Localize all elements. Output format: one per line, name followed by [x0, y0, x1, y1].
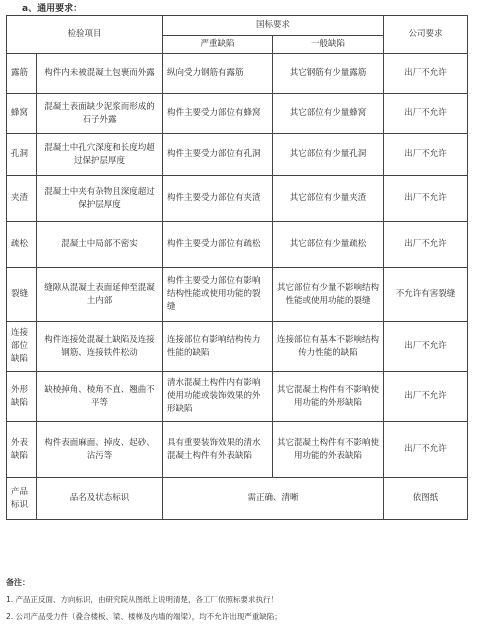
row-category: 外表缺陷: [7, 422, 37, 478]
row-company: 出厂不允许: [384, 94, 468, 134]
table-row: [7, 54, 468, 94]
row-severe: 清水混凝土构件内有影响使用功能或装饰效果的外形缺陷: [163, 372, 273, 422]
table-row: [7, 322, 468, 372]
row-category: 外形缺陷: [7, 372, 37, 422]
row-company: 出厂不允许: [384, 134, 468, 176]
row-item: 混凝土中局部不密实: [37, 222, 163, 268]
row-item: 构件内未被混凝土包裹而外露: [37, 54, 163, 94]
row-item: 混凝土中孔穴深度和长度均超过保护层厚度: [37, 134, 163, 176]
row-general: 其它部位有少量不影响结构性能或使用功能的裂缝: [273, 268, 384, 322]
row-item: 构件表面麻面、掉皮、起砂、沾污等: [37, 422, 163, 478]
row-item: 缺棱掉角、棱角不直、翘曲不平等: [37, 372, 163, 422]
row-national: 需正确、清晰: [163, 478, 384, 520]
row-company: 出厂不允许: [384, 322, 468, 372]
row-category: 裂缝: [7, 268, 37, 322]
table-row: [7, 478, 468, 520]
row-severe: 构件主要受力部位有夹渣: [163, 176, 273, 222]
row-category: 产品标识: [7, 478, 37, 520]
header-company: 公司要求: [384, 16, 468, 54]
row-general: 其它混凝土构件有不影响使用功能的外形缺陷: [273, 372, 384, 422]
row-category: 连接部位缺陷: [7, 322, 37, 372]
row-company: 出厂不允许: [384, 422, 468, 478]
notes: [6, 574, 468, 625]
table-row: [7, 176, 468, 222]
section-heading: a、通用要求：: [22, 4, 83, 14]
row-item: 混凝土中夹有杂物且深度超过保护层厚度: [37, 176, 163, 222]
table-row: [7, 422, 468, 478]
row-general: 连接部位有基本不影响结构传力性能的缺陷: [273, 322, 384, 372]
row-severe: 构件主要受力部位有疏松: [163, 222, 273, 268]
row-company: 出厂不允许: [384, 54, 468, 94]
table-row: [7, 94, 468, 134]
header-general: 一般缺陷: [273, 36, 384, 54]
row-category: 夹渣: [7, 176, 37, 222]
row-general: 其它部位有少量疏松: [273, 222, 384, 268]
row-item: 品名及状态标识: [37, 478, 163, 520]
note-item: 1. 产品正反面、方向标识，由研究院从图纸上说明清楚，各工厂依照标要求执行！: [6, 595, 279, 604]
row-item: 缝隙从混凝土表面延伸至混凝土内部: [37, 268, 163, 322]
row-general: 其它部位有少量孔洞: [273, 134, 384, 176]
row-company: 出厂不允许: [384, 222, 468, 268]
row-general: 其它混凝土构件有不影响使用功能的外表缺陷: [273, 422, 384, 478]
table-row: [7, 222, 468, 268]
row-category: 露筋: [7, 54, 37, 94]
header-item: 检验项目: [7, 16, 163, 54]
row-general: 其它钢筋有少量露筋: [273, 54, 384, 94]
row-severe: 构件主要受力部位有孔洞: [163, 134, 273, 176]
quality-requirements-table: [6, 15, 468, 520]
row-severe: 具有重要装饰效果的清水混凝土构件有外表缺陷: [163, 422, 273, 478]
row-company: 出厂不允许: [384, 372, 468, 422]
row-item: 构件连接处混凝土缺陷及连接钢筋、连接铁件松动: [37, 322, 163, 372]
row-category: 疏松: [7, 222, 37, 268]
table-row: [7, 372, 468, 422]
row-item: 混凝土表面缺少泥浆而形成的石子外露: [37, 94, 163, 134]
row-general: 其它部位有少量蜂窝: [273, 94, 384, 134]
row-severe: 构件主要受力部位有蜂窝: [163, 94, 273, 134]
table-row: [7, 268, 468, 322]
row-severe: 连接部位有影响结构传力性能的缺陷: [163, 322, 273, 372]
table-row: [7, 134, 468, 176]
row-company: 不允许有害裂缝: [384, 268, 468, 322]
row-category: 孔洞: [7, 134, 37, 176]
row-severe: 纵向受力钢筋有露筋: [163, 54, 273, 94]
row-company: 依图纸: [384, 478, 468, 520]
row-general: 其它部位有少量夹渣: [273, 176, 384, 222]
note-item: 2. 公司产品受力件（叠合楼板、梁、楼梯及内墙的端梁），均不允许出现严重缺陷；: [6, 612, 282, 621]
row-severe: 构件主要受力部位有影响结构性能或使用功能的裂缝: [163, 268, 273, 322]
row-category: 蜂窝: [7, 94, 37, 134]
row-company: 出厂不允许: [384, 176, 468, 222]
header-severe: 严重缺陷: [163, 36, 273, 54]
notes-title: 备注：: [6, 578, 30, 587]
header-national: 国标要求: [163, 16, 384, 36]
